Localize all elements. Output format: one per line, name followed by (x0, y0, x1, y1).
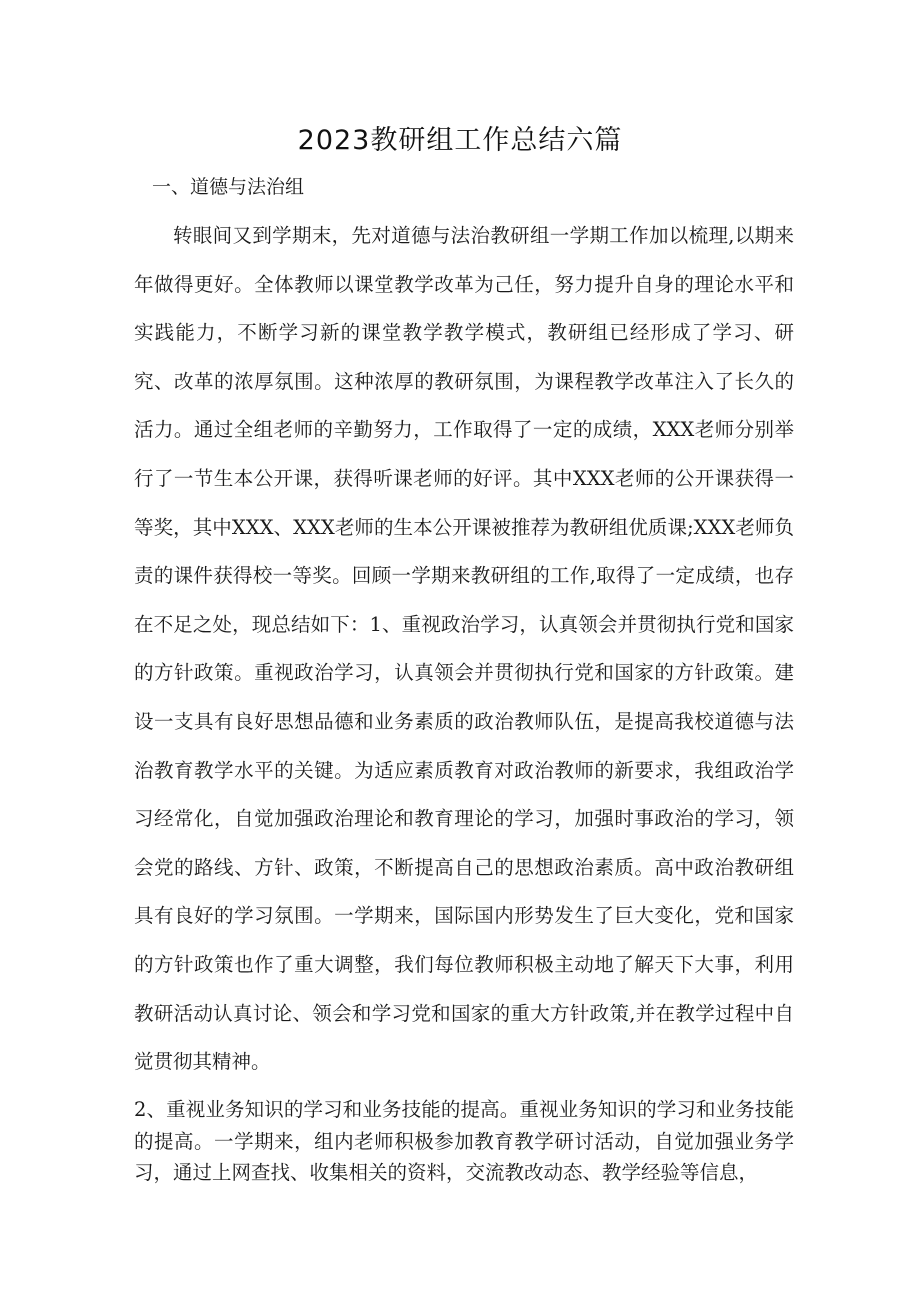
paragraph-2: 2、重视业务知识的学习和业务技能的提高。重视业务知识的学习和业务技能的提高。一学期来，组内老师积极参加教育教学研讨活动，自觉加强业务学习，通过上网查找、收集相关的资料，交流教改动态、教学经验等信息， (134, 1098, 794, 1184)
paragraph-1: 转眼间又到学期末，先对道德与法治教研组一学期工作加以梳理,以期来年做得更好。全体教师以课堂教学改革为己任，努力提升自身的理论水平和实践能力，不断学习新的课堂教学教学模式，教研组已经形成了学习、研究、改革的浓厚氛围。这种浓厚的教研氛围，为课程教学改革注入了长久的活力。通过全组老师的辛勤努力，工作取得了一定的成绩，XXX老师分别举行了一节生本公开课，获得听课老师的好评。其中XXX老师的公开课获得一等奖，其中XXX、XXX老师的生本公开课被推荐为教研组优质课;XXX老师负责的课件获得校一等奖。回顾一学期来教研组的工作,取得了一定成绩，也存在不足之处，现总结如下：1、重视政治学习，认真领会并贯彻执行党和国家的方针政策。重视政治学习，认真领会并贯彻执行党和国家的方针政策。建设一支具有良好思想品德和业务素质的政治教师队伍，是提高我校道德与法治教育教学水平的关键。为适应素质教育对政治教师的新要求，我组政治学习经常化，自觉加强政治理论和教育理论的学习，加强时事政治的学习，领会党的路线、方针、政策，不断提高自己的思想政治素质。高中政治教研组具有良好的学习氛围。一学期来，国际国内形势发生了巨大变化，党和国家的方针政策也作了重大调整，我们每位教师积极主动地了解天下大事，利用教研活动认真讨论、领会和学习党和国家的重大方针政策,并在教学过程中自觉贯彻其精神。 (134, 224, 794, 1074)
section-heading: 一、道德与法治组 (152, 176, 305, 198)
document-title: 2023教研组工作总结六篇 (297, 125, 623, 156)
